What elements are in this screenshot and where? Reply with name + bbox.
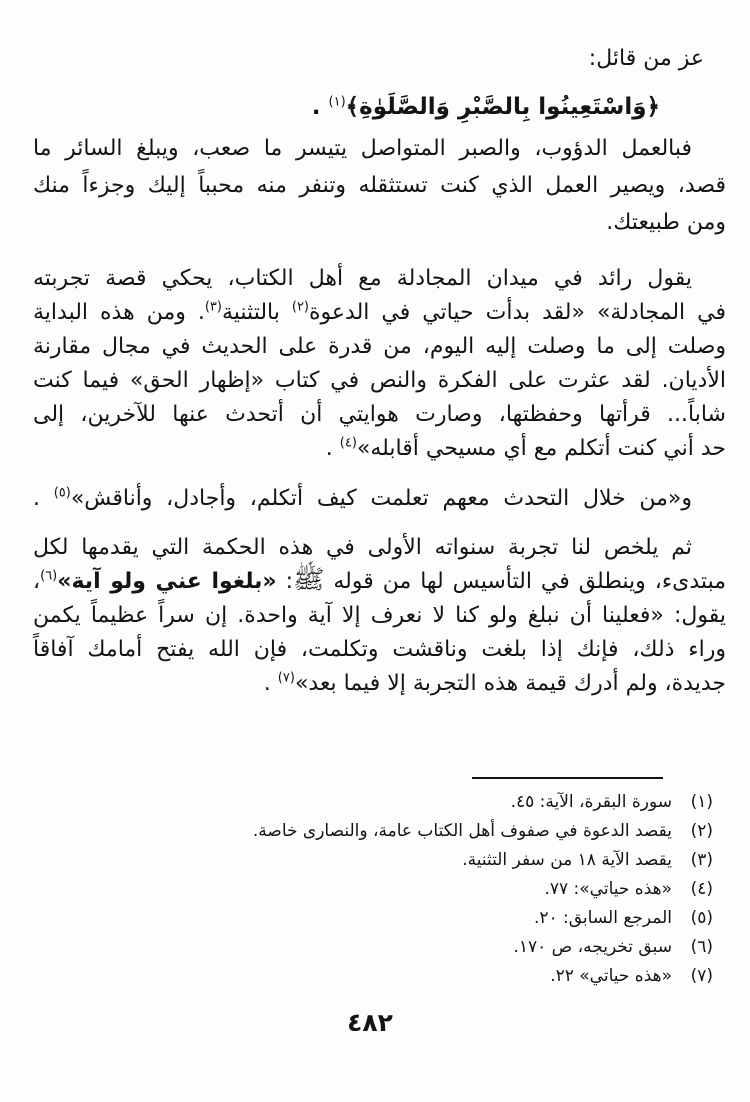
footnote-text: سبق تخريجه، ص ١٧٠. (513, 937, 672, 957)
footnotes-section (55, 788, 713, 991)
footnote-item (55, 846, 713, 875)
footnote-number: (٢) (690, 821, 713, 841)
text-line: ومن طبيعتك. (606, 210, 726, 235)
text-line: وراء ذلك، فإنك إذا بلغت وناقشت وتكلمت، فإن الله يفتح أمامك آفاقاً (33, 637, 726, 662)
page-number: ٤٨٢ (347, 1008, 393, 1037)
paragraph-3 (33, 482, 726, 516)
footnote-item (55, 962, 713, 991)
footnote-number: (٧) (690, 966, 713, 986)
footnote-text: يقصد الآية ١٨ من سفر التثنية. (462, 850, 672, 870)
paragraph-1 (33, 130, 726, 241)
text-line: فبالعمل الدؤوب، والصبر المتواصل يتيسر ما صعب، ويبلغ السائر ما (33, 136, 692, 161)
paragraph-2 (33, 262, 726, 466)
footnote-item (55, 817, 713, 846)
text-line: جديدة، ولم أدرك قيمة هذه التجربة إلا فيما بعد»$^{(٧)}$ . (263, 670, 726, 696)
footnote-number: (٣) (690, 850, 713, 870)
footnote-text: يقصد الدعوة في صفوف أهل الكتاب عامة، والنصارى خاصة. (252, 821, 672, 841)
text-line: مبتدىء، وينطلق في التأسيس لها من قوله ﷺ: «بلغوا عني ولو آية»$^{(٦)}$، (33, 565, 726, 595)
footnote-text: المرجع السابق: ٢٠. (533, 908, 672, 928)
footnote-item (55, 904, 713, 933)
footnote-number: (٤) (690, 879, 713, 899)
text-line: حد أني كنت أتكلم مع أي مسيحي أقابله»$^{(٤)}$ . (325, 435, 726, 461)
paragraph-4 (33, 531, 726, 701)
footnote-text: «هذه حياتي» ٢٢. (550, 966, 672, 986)
footnote-item (55, 875, 713, 904)
footnote-text: سورة البقرة، الآية: ٤٥. (510, 792, 672, 812)
text-line: و«من خلال التحدث معهم تعلمت كيف أتكلم، وأجادل، وأناقش»$^{(٥)}$ . (33, 485, 692, 511)
text-line: يقول: «فعلينا أن نبلغ ولو كنا لا نعرف إلا آية واحدة. إن سراً عظيماً يكمن (33, 603, 726, 628)
footnote-number: (٦) (690, 937, 713, 957)
text-line: يقول رائد في ميدان المجادلة مع أهل الكتاب، يحكي قصة تجربته (33, 266, 692, 291)
text-line: شاباً... قرأتها وحفظتها، وصارت هوايتي أن أتحدث عنها للآخرين، إلى (33, 402, 726, 427)
text-line: الأديان. لقد عثرت على الفكرة والنص في كتاب «إظهار الحق» فيما كنت (33, 368, 726, 393)
footnote-item (55, 933, 713, 962)
footnote-item (55, 788, 713, 817)
text-line: ثم يلخص لنا تجربة سنواته الأولى في هذه الحكمة التي يقدمها لكل (33, 535, 692, 560)
quran-verse: ﴿وَاسْتَعِينُوا بِالصَّبْرِ وَالصَّلَوٰةِ﴾$^{(١)}$ . (311, 94, 660, 120)
intro-line: عز من قائل: (588, 46, 704, 71)
footnote-text: «هذه حياتي»: ٧٧. (544, 879, 672, 899)
footnote-separator (472, 777, 663, 779)
text-line: وصلت إلى ما وصلت إليه اليوم، من قدرة على الحديث في مجال مقارنة (33, 334, 726, 359)
footnote-number: (٥) (690, 908, 713, 928)
text-line: قصد، ويصير العمل الذي كنت تستثقله وتنفر منه محبباً إليك وجزءاً منك (33, 173, 726, 198)
text-line: في المجادلة» «لقد بدأت حياتي في الدعوة$^{(٢)}$ بالتثنية$^{(٣)}$. ومن هذه البداية (33, 299, 726, 325)
footnote-number: (١) (690, 792, 713, 812)
